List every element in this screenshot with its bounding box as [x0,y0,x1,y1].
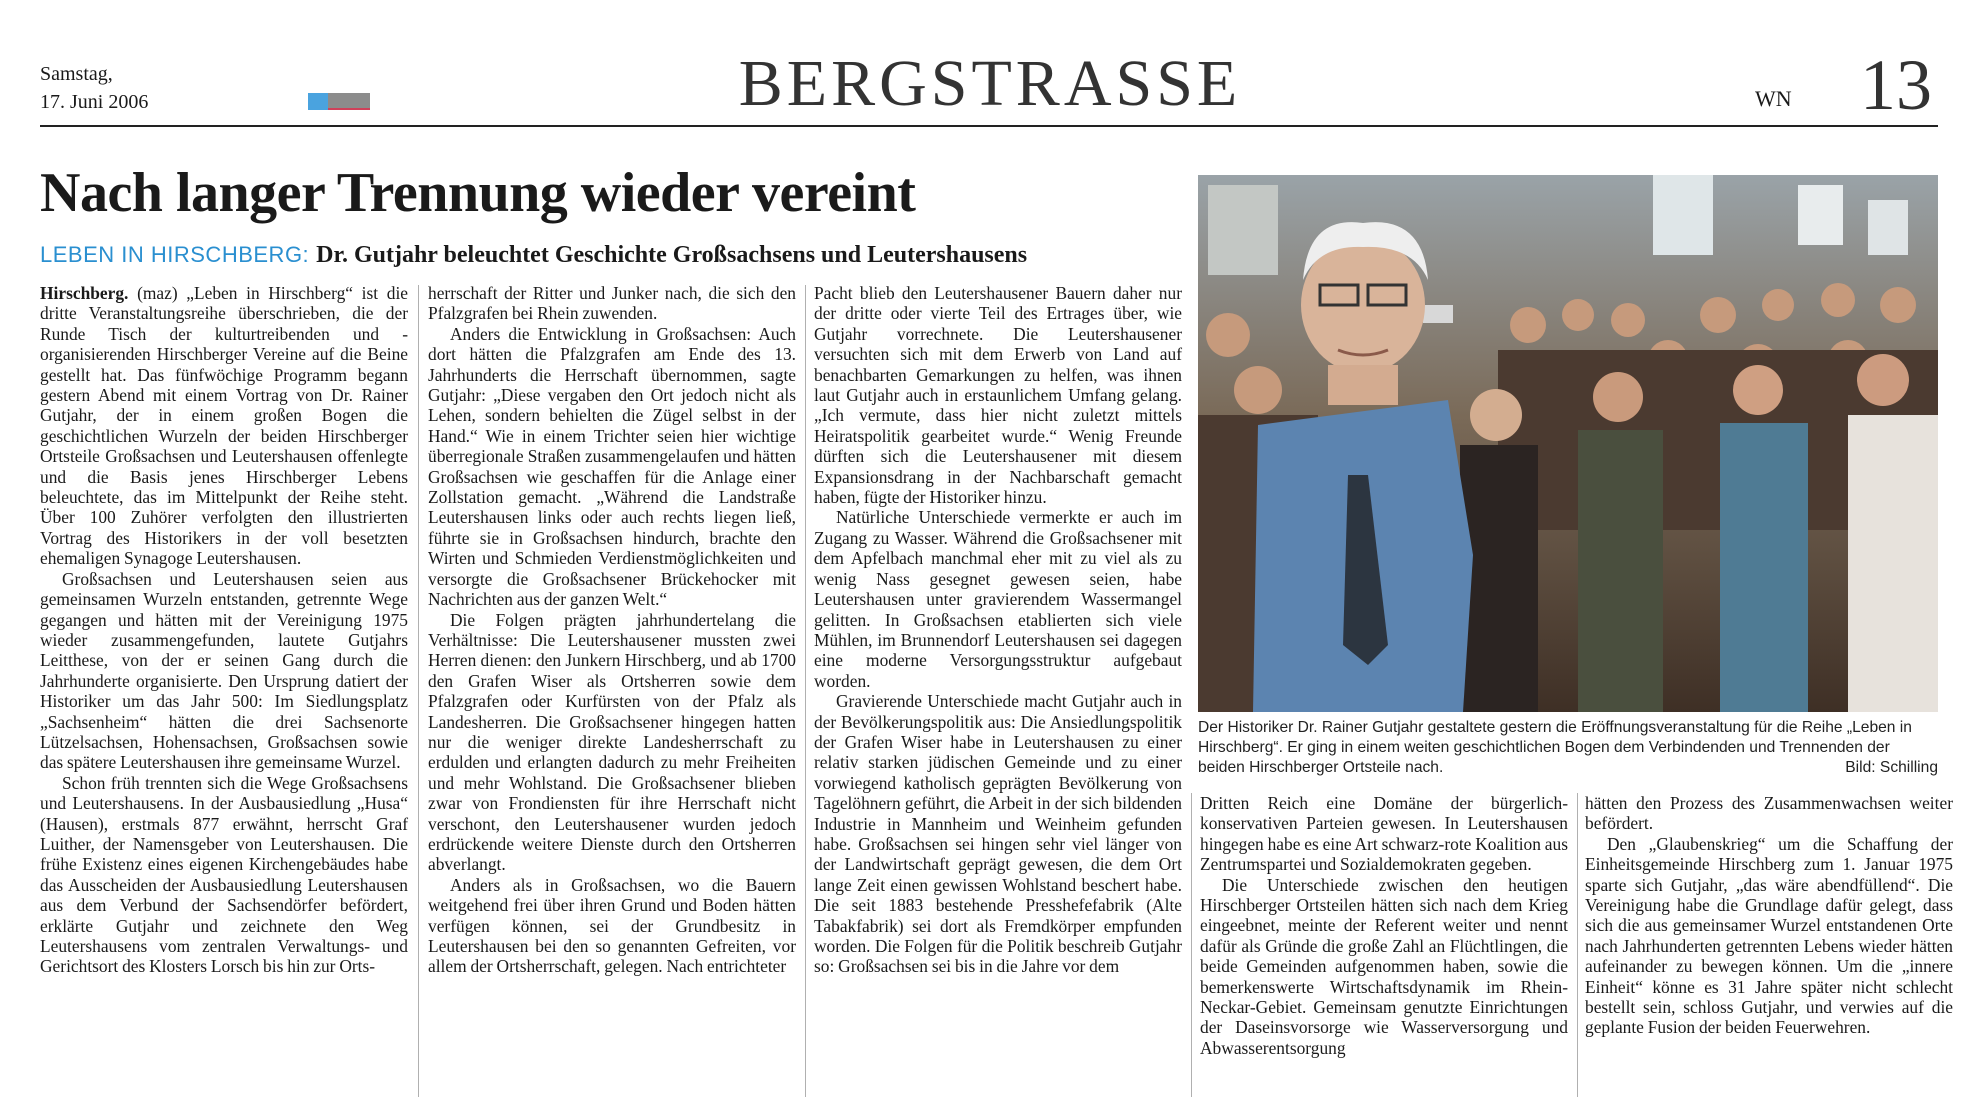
page-number: 13 [1860,45,1932,125]
column-divider [1191,793,1192,1097]
kicker [40,240,1027,271]
article-column-3 [814,283,1182,1098]
article-column-4 [1200,793,1568,1098]
paragraph: Die Folgen prägten jahrhundertelang die Verhältnisse: Die Leutershausener mussten zwei Herren dienen: den Junkern Hirschberg, und ab 1700 den Grafen Wiser als Ortsherren sowie dem Pfalzgrafen oder Kurfürsten von der Pfalz als Landesherren. Die Großsachsener hingegen hatten nur die weniger direkte Landesherrschaft zu erdulden und erlangten dadurch zu mehr Freiheiten und mehr Wohlstand. Die Großsachsener blieben zwar von Frondiensten für ihre Herrschaft nicht verschont, den Leutershausener wurden jedoch erdrückende weitere Dienste durch den Ortsherren abverlangt. [428,609,796,875]
paragraph: Großsachsen und Leutershausen seien aus gemeinsamen Wurzeln entstanden, getrennte Wege gegangen und hätten mit der Vereinigung 1975 wieder zusammengefunden, lautete Gutjahrs Leitthese, von der er seinen Gang durch die Jahrhunderte organisierte. Den Ursprung datiert der Historiker um das Jahr 500: Im Siedlungsplatz „Sachsenheim“ hätten die drei Sachsenorte Lützelsachsen, Hohensachsen, Großsachsen sowie das spätere Leutershausen ihre gemeinsame Wurzel. [40,568,408,773]
paragraph: herrschaft der Ritter und Junker nach, die sich den Pfalzgrafen bei Rhein zuwenden. [428,283,796,324]
paragraph: Den „Glaubenskrieg“ um die Schaffung der Einheitsgemeinde Hirschberg zum 1. Januar 1975 sparte sich Gutjahr, „das wäre abendfüllend“. Die Vereinigung habe die Grundlage dafür gelegt, dass sich die aus gemeinsamer Wurzel entstandenen Orte nach Jahrhunderten getrennten Lebens wieder hätten aufeinander zu bewegen können. Um die „innere Einheit“ könne es 31 Jahre später nicht schlecht bestellt sein, schloss Gutjahr, und verwies auf die geplante Fusion der beiden Feuerwehren. [1585,833,1953,1038]
header-rule [40,125,1938,127]
article-column-5 [1585,793,1953,1098]
paragraph: Pacht blieb den Leutershausener Bauern daher nur der dritte oder vierte Teil des Ertrages über, wie Gutjahr vorrechnete. Die Leutershausener versuchten sich mit dem Erwerb von Land auf benachbarten Gemarkungen zu helfen, was ihnen laut Gutjahr auch in erstaunlichem Umfang gelang. „Ich vermute, dass hier nicht zuletzt mittels Heiratspolitik gearbeitet wurde.“ Wenig Freunde dürften sich die Leutershausener mit diesem Expansionsdrang in der Nachbarschaft gemacht haben, fügte der Historiker hinzu. [814,283,1182,508]
paragraph: Dritten Reich eine Domäne der bürgerlich-konservativen Parteien gewesen. In Leutershausen hingegen habe es eine Art schwarz-rote Koalition aus Zentrumspartei und Sozialdemokraten gegeben. [1200,793,1568,875]
column-divider [805,285,806,1097]
kicker-text: Dr. Gutjahr beleuchtet Geschichte Großsachsens und Leutershausens [316,242,1028,268]
paragraph: Schon früh trennten sich die Wege Großsachsens und Leutershausens. In der Ausbausiedlung „Husa“ (Hausen), erstmals 877 erwähnt, herrscht Graf Luither, der Namensgeber von Leutershausen. Die frühe Existenz eines eigenen Kirchengebäudes habe das Ausscheiden der Ausbausiedlung Leutershausen aus dem Verbund der Sachsendörfer befördert, erklärte Gutjahr und zeichnete den Weg Leutershausens vom zentralen Verwaltungs- und Gerichtsort des Klosters Lorsch bis hin zur Orts- [40,772,408,977]
issue-date [40,60,148,116]
headline: Nach langer Trennung wieder vereint [40,162,916,224]
photo-caption [1198,718,1938,778]
paragraph: Hirschberg. (maz) „Leben in Hirschberg“ ist die dritte Veranstaltungsreihe überschrieben, die der Runde Tisch der kulturtreibenden und -organisierenden Hirschberger Vereine auf die Beine gestellt hat. Das fünfwöchige Programm begann gestern Abend mit einem Vortrag von Dr. Rainer Gutjahr, der in einem großen Bogen die geschichtlichen Wurzeln der beiden Hirschberger Ortsteile Großsachsen und Leutershausen offenlegte und die Basis jenes Hirschberger Lebens beleuchtete, das im Mittelpunkt der Reihe steht. Über 100 Zuhörer verfolgten den illustrierten Vortrag des Historikers in der voll besetzten ehemaligen Synagoge Leutershausen. [40,283,408,569]
section-title: BERGSTRASSE [738,47,1242,120]
paragraph: Natürliche Unterschiede vermerkte er auch im Zugang zu Wasser. Während die Großsachsener mit dem Apfelbach manchmal eher mit zu viel als zu wenig Nass gesegnet gewesen seien, habe Leutershausen unter gravierendem Wassermangel gelitten. In Großsachsen etablierten sich viele Mühlen, im Brunnendorf Leutershausen sei dagegen eine moderne Versorgungsstruktur aufgebaut worden. [814,507,1182,691]
photo-credit: Bild: Schilling [1845,759,1938,776]
color-bar-icon [308,93,370,110]
paragraph: Anders als in Großsachsen, wo die Bauern weitgehend frei über ihren Grund und Boden hätten verfügen können, sei der Grundbesitz in Leutershausen bei den so genannten Gefreiten, vor allem der Ortsherrschaft, gelegen. Nach entrichteter [428,874,796,977]
column-divider [1577,793,1578,1097]
article-column-2 [428,283,796,1098]
paragraph: Anders die Entwicklung in Großsachsen: Auch dort hätten die Pfalzgrafen am Ende des 13. Jahrhunderts die Herrschaft übernommen, sagte Gutjahr: „Diese vergaben den Ort jedoch nicht als Lehen, sondern behielten die Zügel selbst in der Hand.“ Wie in einem Trichter seien hier wichtige überregionale Straßen zusammengelaufen und hätten Großsachsen wie geschaffen für die Anlage einer Zollstation gemacht. „Während die Landstraße Leutershausen links oder auch rechts liegen ließ, führte sie in Großsachsen hindurch, brachte den Wirten und Schmieden Verdienstmöglichkeiten und versorgte die Großsachsener Brückehocker mit Nachrichten aus der ganzen Welt.“ [428,323,796,610]
dateline: Hirschberg. [40,283,129,303]
column-divider [418,285,419,1097]
article-column-1 [40,283,408,1098]
paragraph: Gravierende Unterschiede macht Gutjahr auch in der Bevölkerungspolitik aus: Die Ansiedlungspolitik der Grafen Wiser habe in Leutershausen zu einer relativ starken jüdischen Gemeinde und zu einer vorwiegend katholisch geprägten Bevölkerung von Tagelöhnern geführt, die Arbeit in der sich bildenden Industrie in Mannheim und Weinheim gefunden habe. Großsachsen sei hingen sehr viel länger von der Landwirtschaft geprägt gewesen, die dem Ort lange Zeit einen gewissen Wohlstand beschert habe. Die seit 1883 bestehende Presshefefabrik (Alte Tabakfabrik) sei dort als Fremdkörper empfunden worden. Die Folgen für die Politik beschreib Gutjahr so: Großsachsen sei bis in die Jahre vor dem [814,691,1182,977]
weekday: Samstag, [40,63,113,85]
paragraph: hätten den Prozess des Zusammenwachsen weiter befördert. [1585,793,1953,834]
paper-abbreviation: WN [1755,86,1792,111]
caption-text: Der Historiker Dr. Rainer Gutjahr gestaltete gestern die Eröffnungsveranstaltung für die Reihe „Leben in Hirschberg“. Er ging in einem weiten geschichtlichen Bogen dem Verbindenden und Trennenden der beiden Hirschberger Ortsteile nach. [1198,719,1912,776]
date: 17. Juni 2006 [40,91,149,113]
kicker-label: LEBEN IN HIRSCHBERG: [40,242,310,267]
article-photo [1198,175,1938,712]
paragraph: Die Unterschiede zwischen den heutigen Hirschberger Ortsteilen hätten sich nach dem Krieg eingeebnet, meinte der Referent weiter und nennt dafür als Gründe die große Zahl an Flüchtlingen, die beide Gemeinden aufgenommen haben, sowie die bemerkenswerte Wirtschaftsdynamik im Rhein-Neckar-Gebiet. Gemeinsam genutzte Einrichtungen der Daseinsvorsorge wie Wasserversorgung und Abwasserentsorgung [1200,874,1568,1058]
photo-illustration [1198,175,1938,712]
